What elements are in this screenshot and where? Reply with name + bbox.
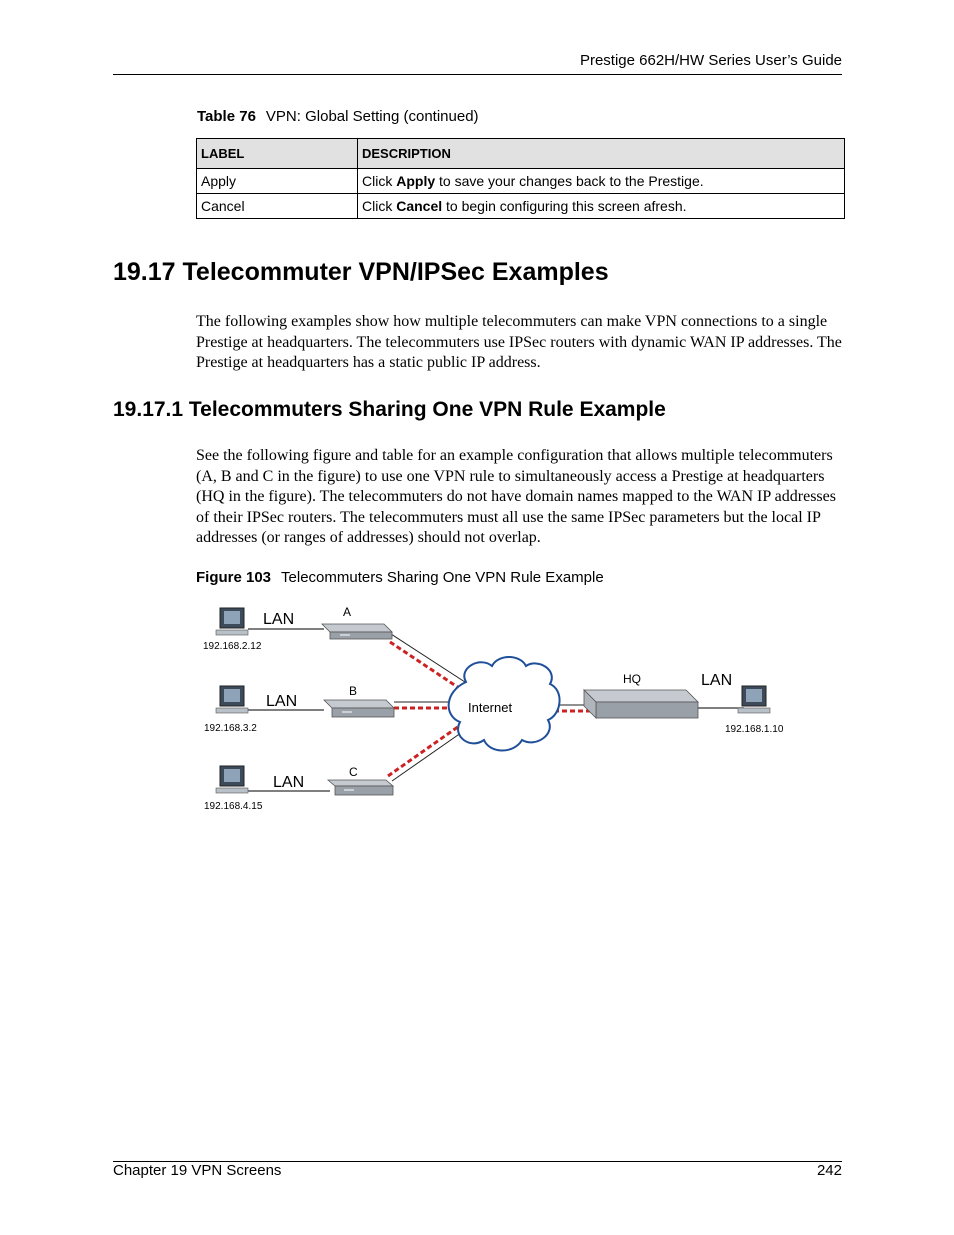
description-keyword: Cancel — [396, 198, 443, 214]
router-a — [322, 624, 392, 639]
cloud-label: Internet — [468, 700, 513, 715]
router-label-a: A — [343, 605, 352, 619]
ip-label-c: 192.168.4.15 — [204, 801, 263, 812]
router-b — [324, 700, 394, 717]
lan-label-b: LAN — [266, 693, 298, 710]
footer-chapter: Chapter 19 VPN Screens — [113, 1162, 282, 1179]
running-header: Prestige 662H/HW Series User’s Guide — [579, 52, 842, 69]
section-heading: 19.17 Telecommuter VPN/IPSec Examples — [113, 258, 609, 286]
router-label-b: B — [349, 684, 358, 698]
vpn-tunnel-a — [390, 642, 462, 690]
pc-hq-icon — [738, 686, 770, 713]
table-caption-label: Table 76 — [197, 108, 256, 125]
description-post: to save your changes back to the Prestige. — [435, 173, 704, 189]
ip-label-hq: 192.168.1.10 — [725, 724, 784, 735]
pc-c-icon — [216, 766, 248, 793]
column-header-label: LABEL — [197, 139, 358, 169]
description-pre: Click — [362, 198, 397, 214]
row-label: Cancel — [197, 194, 358, 219]
table-row — [197, 169, 845, 194]
description-pre: Click — [362, 173, 397, 189]
lan-label-a: LAN — [263, 611, 295, 628]
router-c — [328, 780, 393, 795]
ip-label-b: 192.168.3.2 — [204, 723, 257, 734]
internet-cloud — [449, 657, 560, 751]
ip-label-a: 192.168.2.12 — [203, 641, 262, 652]
row-description — [358, 169, 845, 194]
router-hq — [584, 690, 698, 718]
figure-caption-label: Figure 103 — [196, 569, 272, 586]
pc-a-icon — [216, 608, 248, 635]
network-diagram — [196, 598, 806, 820]
row-label: Apply — [197, 169, 358, 194]
table-header-row — [197, 139, 845, 169]
wan-line-a — [391, 634, 468, 684]
subsection-paragraph: See the following figure and table for an example configuration that allows multiple telecommuters (A, B and C in the figure) to use one VPN rule to simultaneously access a Prestige at headquarters (HQ in the figure). The telecommuters do not have domain names mapped to the WAN IP addresses of their IPSec routers. The telecommuters must all use the same IPSec parameters but the local IP addresses (or ranges of addresses) should not overlap. — [196, 447, 836, 546]
lan-label-hq: LAN — [701, 672, 733, 689]
description-keyword: Apply — [396, 173, 436, 189]
subsection-heading: 19.17.1 Telecommuters Sharing One VPN Rule Example — [113, 398, 666, 421]
table-caption-text: VPN: Global Setting (continued) — [265, 108, 479, 125]
figure-caption-text: Telecommuters Sharing One VPN Rule Example — [281, 569, 604, 586]
section-paragraph: The following examples show how multiple telecommuters can make VPN connections to a single Prestige at headquarters. The telecommuters use IPSec routers with dynamic WAN IP addresses. The Prestige at headquarters has a static public IP address. — [196, 313, 842, 371]
lan-label-c: LAN — [273, 774, 305, 791]
table-row — [197, 194, 845, 219]
description-post: to begin configuring this screen afresh. — [442, 198, 687, 214]
table-caption — [197, 108, 479, 125]
vpn-tunnel-c — [388, 724, 462, 776]
vpn-global-setting-table — [196, 138, 845, 219]
pc-b-icon — [216, 686, 248, 713]
wan-line-c — [392, 728, 468, 781]
row-description — [358, 194, 845, 219]
footer-page-number: 242 — [816, 1162, 842, 1179]
figure-caption — [196, 569, 604, 586]
header-rule — [113, 74, 842, 75]
column-header-description: DESCRIPTION — [358, 139, 845, 169]
router-label-hq: HQ — [623, 672, 641, 686]
router-label-c: C — [349, 765, 358, 779]
